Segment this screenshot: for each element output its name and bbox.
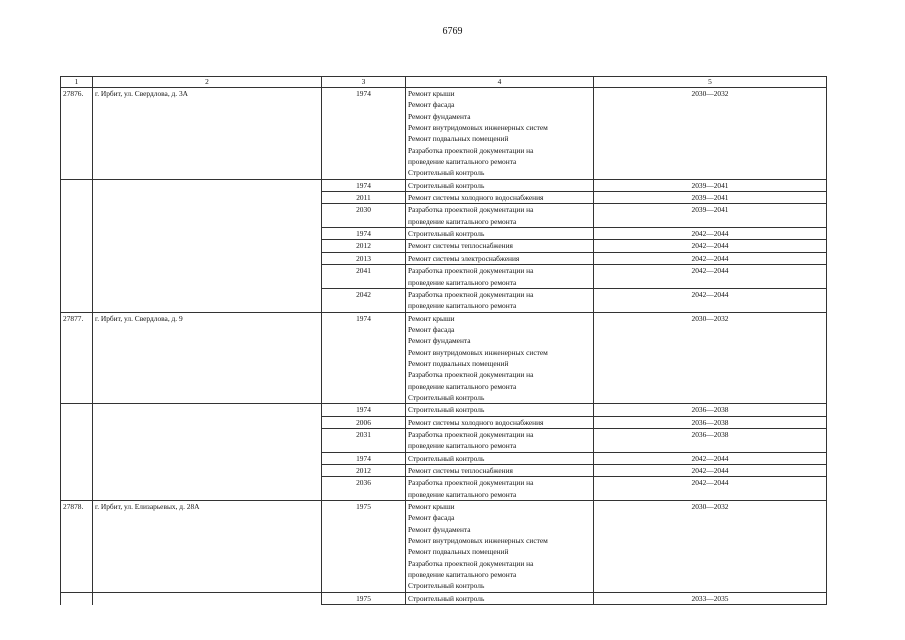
record-number: 27876.	[61, 88, 93, 180]
works-list	[406, 192, 594, 204]
work-item: Ремонт системы электроснабжения	[408, 253, 520, 263]
record-address-cell	[93, 592, 322, 604]
build-year: 2042	[322, 288, 406, 312]
build-year: 1974	[322, 452, 406, 464]
repair-period: 2042—2044	[594, 288, 827, 312]
build-year: 1974	[322, 404, 406, 416]
record-number-cell	[61, 465, 93, 477]
record-address: г. Ирбит, ул. Свердлова, д. 3А	[93, 88, 322, 180]
table-row	[61, 312, 827, 404]
record-number-cell	[61, 204, 93, 228]
build-year: 2012	[322, 465, 406, 477]
record-address: г. Ирбит, ул. Елизарьевых, д. 28А	[93, 501, 322, 593]
header-row	[61, 77, 827, 88]
work-item: Ремонт внутридомовых инженерных систем	[408, 347, 548, 357]
build-year: 2041	[322, 265, 406, 289]
works-list	[406, 452, 594, 464]
work-item: Ремонт подвальных помещений	[408, 547, 509, 557]
register-table	[60, 76, 827, 605]
build-year: 1974	[322, 312, 406, 404]
repair-period: 2042—2044	[594, 465, 827, 477]
work-item: Строительный контроль	[408, 229, 485, 239]
work-item: Строительный контроль	[408, 593, 485, 603]
works-list	[406, 204, 594, 228]
works-list	[406, 477, 594, 501]
record-number-cell	[61, 416, 93, 428]
table-row	[61, 265, 827, 289]
repair-period: 2042—2044	[594, 228, 827, 240]
work-item: Ремонт системы теплоснабжения	[408, 466, 513, 475]
record-number-cell	[61, 240, 93, 252]
work-item: проведение капитального ремонта	[408, 301, 517, 311]
works-list	[406, 240, 594, 252]
work-item: Разработка проектной документации на	[408, 266, 534, 276]
work-item: проведение капитального ремонта	[408, 157, 517, 167]
record-number-cell	[61, 265, 93, 289]
table-row	[61, 592, 827, 604]
record-number-cell	[61, 477, 93, 501]
record-address-cell	[93, 404, 322, 416]
repair-period: 2036—2038	[594, 416, 827, 428]
work-item: Ремонт подвальных помещений	[408, 358, 509, 368]
repair-period: 2042—2044	[594, 240, 827, 252]
works-list	[406, 265, 594, 289]
table-row	[61, 452, 827, 464]
repair-period: 2036—2038	[594, 428, 827, 452]
table-row	[61, 465, 827, 477]
build-year: 2006	[322, 416, 406, 428]
work-item: Строительный контроль	[408, 168, 485, 178]
record-address-cell	[93, 465, 322, 477]
repair-period: 2030—2032	[594, 88, 827, 180]
work-item: Строительный контроль	[408, 453, 485, 463]
record-address-cell	[93, 252, 322, 264]
build-year: 2012	[322, 240, 406, 252]
build-year: 2030	[322, 204, 406, 228]
work-item: Разработка проектной документации на	[408, 289, 534, 299]
work-item: проведение капитального ремонта	[408, 216, 517, 226]
record-number-cell	[61, 404, 93, 416]
repair-period: 2042—2044	[594, 252, 827, 264]
register-table-body	[61, 77, 827, 605]
repair-period: 2042—2044	[594, 452, 827, 464]
work-item: Ремонт крыши	[408, 502, 455, 512]
works-list	[406, 228, 594, 240]
record-number-cell	[61, 252, 93, 264]
record-address: г. Ирбит, ул. Свердлова, д. 9	[93, 312, 322, 404]
work-item: Разработка проектной документации на	[408, 429, 534, 439]
build-year: 1974	[322, 228, 406, 240]
build-year: 2013	[322, 252, 406, 264]
work-item: Разработка проектной документации на	[408, 478, 534, 488]
work-item: Ремонт подвальных помещений	[408, 134, 509, 144]
record-number-cell	[61, 179, 93, 191]
header-col-2: 2	[93, 77, 322, 88]
header-col-5: 5	[594, 77, 827, 88]
record-number-cell	[61, 428, 93, 452]
repair-period: 2036—2038	[594, 404, 827, 416]
works-list	[406, 179, 594, 191]
build-year: 1975	[322, 592, 406, 604]
work-item: проведение капитального ремонта	[408, 277, 517, 287]
record-address-cell	[93, 428, 322, 452]
table-row	[61, 240, 827, 252]
record-address-cell	[93, 228, 322, 240]
build-year: 1974	[322, 88, 406, 180]
record-number-cell	[61, 228, 93, 240]
work-item: Ремонт крыши	[408, 89, 455, 98]
work-item: Ремонт фундамента	[408, 524, 471, 534]
table-row	[61, 288, 827, 312]
record-number-cell	[61, 592, 93, 604]
table-row	[61, 252, 827, 264]
work-item: Разработка проектной документации на	[408, 145, 534, 155]
work-item: Ремонт фундамента	[408, 111, 471, 121]
work-item: Ремонт фасада	[408, 324, 455, 334]
works-list	[406, 312, 594, 404]
record-address-cell	[93, 204, 322, 228]
work-item: Ремонт внутридомовых инженерных систем	[408, 536, 548, 546]
record-number: 27877.	[61, 312, 93, 404]
record-number: 27878.	[61, 501, 93, 593]
work-item: Ремонт фасада	[408, 513, 455, 523]
record-address-cell	[93, 416, 322, 428]
work-item: Ремонт фундамента	[408, 336, 471, 346]
build-year: 1975	[322, 501, 406, 593]
work-item: Строительный контроль	[408, 392, 485, 402]
table-row	[61, 228, 827, 240]
page-number: 6769	[442, 26, 463, 37]
record-number-cell	[61, 192, 93, 204]
work-item: Ремонт внутридомовых инженерных систем	[408, 123, 548, 133]
record-address-cell	[93, 477, 322, 501]
work-item: Строительный контроль	[408, 405, 485, 415]
work-item: Ремонт системы холодного водоснабжения	[408, 193, 544, 203]
table-row	[61, 416, 827, 428]
work-item: Разработка проектной документации на	[408, 370, 534, 380]
works-list	[406, 416, 594, 428]
record-address-cell	[93, 288, 322, 312]
work-item: Ремонт системы теплоснабжения	[408, 241, 513, 251]
repair-period: 2030—2032	[594, 501, 827, 593]
record-address-cell	[93, 265, 322, 289]
repair-period: 2042—2044	[594, 265, 827, 289]
works-list	[406, 252, 594, 264]
build-year: 2011	[322, 192, 406, 204]
work-item: проведение капитального ремонта	[408, 381, 517, 391]
work-item: Ремонт фасада	[408, 100, 455, 110]
works-list	[406, 88, 594, 180]
build-year: 2031	[322, 428, 406, 452]
work-item: Строительный контроль	[408, 180, 485, 190]
table-row	[61, 88, 827, 180]
table-row	[61, 501, 827, 593]
works-list	[406, 592, 594, 604]
work-item: проведение капитального ремонта	[408, 489, 517, 499]
works-list	[406, 465, 594, 477]
build-year: 2036	[322, 477, 406, 501]
table-row	[61, 192, 827, 204]
record-address-cell	[93, 240, 322, 252]
repair-period: 2033—2035	[594, 592, 827, 604]
work-item: проведение капитального ремонта	[408, 441, 517, 451]
table-row	[61, 404, 827, 416]
record-address-cell	[93, 452, 322, 464]
works-list	[406, 501, 594, 593]
record-number-cell	[61, 452, 93, 464]
works-list	[406, 288, 594, 312]
table-row	[61, 428, 827, 452]
record-address-cell	[93, 179, 322, 191]
works-list	[406, 404, 594, 416]
repair-period: 2039—2041	[594, 204, 827, 228]
work-item: проведение капитального ремонта	[408, 570, 517, 580]
repair-period: 2042—2044	[594, 477, 827, 501]
repair-period: 2039—2041	[594, 192, 827, 204]
work-item: Ремонт крыши	[408, 313, 455, 323]
works-list	[406, 428, 594, 452]
work-item: Строительный контроль	[408, 581, 485, 591]
work-item: Ремонт системы холодного водоснабжения	[408, 417, 544, 427]
header-col-3: 3	[322, 77, 406, 88]
table-row	[61, 179, 827, 191]
build-year: 1974	[322, 179, 406, 191]
work-item: Разработка проектной документации на	[408, 558, 534, 568]
work-item: Разработка проектной документации на	[408, 205, 534, 215]
header-col-4: 4	[406, 77, 594, 88]
header-col-1: 1	[61, 77, 93, 88]
record-address-cell	[93, 192, 322, 204]
record-number-cell	[61, 288, 93, 312]
table-row	[61, 204, 827, 228]
table-row	[61, 477, 827, 501]
repair-period: 2039—2041	[594, 179, 827, 191]
repair-period: 2030—2032	[594, 312, 827, 404]
